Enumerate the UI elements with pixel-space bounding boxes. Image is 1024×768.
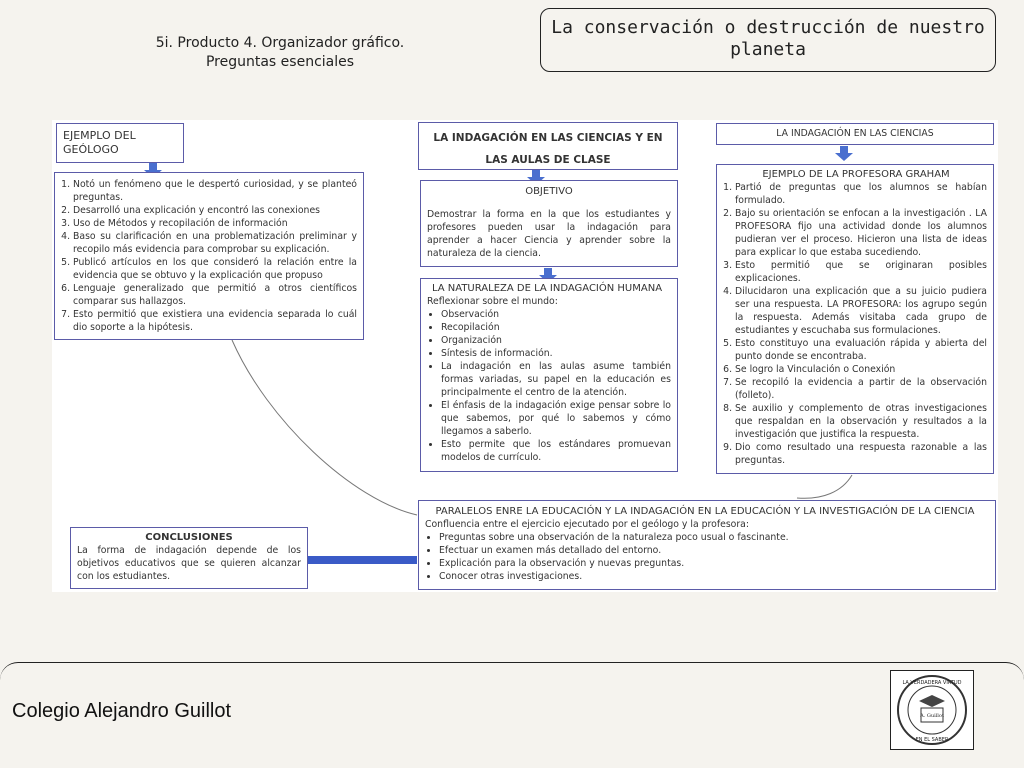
graham-step: 2. Bajo su orientación se enfocan a la investigación . LA PROFESORA fijo una actividad donde los alumnos pudieran ver el proceso. Hicieron una lista de ideas para explicar lo que estaba sucediendo. <box>735 207 987 259</box>
geologist-step: 2. Desarrolló una explicación y encontró las conexiones <box>73 204 357 217</box>
parallels-list <box>421 531 989 583</box>
school-seal <box>890 670 974 750</box>
human-inquiry-item: • Síntesis de información. <box>441 347 671 360</box>
graham-heading: EJEMPLO DE LA PROFESORA GRAHAM <box>762 169 950 180</box>
main-topic-arrow-icon <box>532 170 540 178</box>
graham-step: 4. Dilucidaron una explicación que a su juicio pudiera ser una respuesta. LA PROFESORA: los agrupo según la respuesta. Además visitaba cada grupo de estudiantes y escuchaba sus formulaciones. <box>735 285 987 337</box>
parallels-item: • Efectuar un examen más detallado del entorno. <box>439 544 989 557</box>
conclusions-text: La forma de indagación depende de los objetivos educativos que se quieren alcanzar con los estudiantes. <box>77 545 301 582</box>
graham-step: 7. Se recopiló la evidencia a partir de la observación (folleto). <box>735 376 987 402</box>
science-inquiry-arrow-icon <box>840 146 848 154</box>
geologist-step: 7. Esto permitió que existiera una evidencia separada lo cuál dio soporte a la hipótesis. <box>73 308 357 334</box>
graham-step: 1. Partió de preguntas que los alumnos se habían formulado. <box>735 181 987 207</box>
geologist-arrow-icon <box>149 163 157 171</box>
geologist-steps-list <box>55 178 357 334</box>
main-topic-box <box>418 122 678 170</box>
human-inquiry-heading: LA NATURALEZA DE LA INDAGACIÓN HUMANA <box>431 283 663 294</box>
graham-steps-list <box>717 181 987 467</box>
human-inquiry-item: • La indagación en las aulas asume también formas variadas, su papel en la educación es principalmente el centro de la atención. <box>441 360 671 399</box>
graham-to-parallels-curve <box>797 475 852 498</box>
geologist-step: 4. Baso su clarificación en una problematización preliminar y recopilo más evidencia para comprobar su explicación. <box>73 230 357 256</box>
human-inquiry-list <box>423 308 671 464</box>
parallels-intro: Confluencia entre el ejercicio ejecutado por el geólogo y la profesora: <box>425 519 749 530</box>
seal-bottom-text: EN EL SABER <box>915 737 949 743</box>
conclusions-heading: CONCLUSIONES <box>145 532 233 543</box>
seal-top-text: LA VERDADERA VIRTUD <box>902 680 962 686</box>
objective-text: Demostrar la forma en la que los estudiantes y profesores pueden usar la indagación para aprender a hacer Ciencia y aprender sobre la naturaleza de la ciencia. <box>427 209 671 259</box>
science-inquiry-box <box>716 123 994 145</box>
parallels-item: • Explicación para la observación y nuevas preguntas. <box>439 557 989 570</box>
graphic-organizer <box>52 120 998 592</box>
human-inquiry-item: • Observación <box>441 308 671 321</box>
geologist-heading-box <box>56 123 184 163</box>
parallels-item: • Conocer otras investigaciones. <box>439 570 989 583</box>
conclusions-box <box>70 527 308 589</box>
parallels-item: • Preguntas sobre una observación de la naturaleza poco usual o fascinante. <box>439 531 989 544</box>
geologist-step: 5. Publicó artículos en los que consideró la relación entre la evidencia que se obtuvo y la explicación que propuso <box>73 256 357 282</box>
school-name: Colegio Alejandro Guillot <box>12 700 232 722</box>
subtitle-line-1: 5i. Producto 4. Organizador gráfico. <box>155 35 405 51</box>
human-inquiry-intro: Reflexionar sobre el mundo: <box>427 296 558 307</box>
seal-name-text: A. Guillot <box>920 713 944 719</box>
science-inquiry-heading: LA INDAGACIÓN EN LAS CIENCIAS <box>776 128 934 139</box>
graham-step: 9. Dio como resultado una respuesta razonable a las preguntas. <box>735 441 987 467</box>
human-inquiry-item: • Esto permite que los estándares promuevan modelos de currículo. <box>441 438 671 464</box>
objective-box <box>420 180 678 267</box>
graham-step: 8. Se auxilio y complemento de otras investigaciones que respaldan en la observación y resultados a la investigación que justifica la respuesta. <box>735 402 987 441</box>
geologist-heading: EJEMPLO DEL GEÓLOGO <box>63 129 136 156</box>
geologist-step: 6. Lenguaje generalizado que permitió a otros científicos comparar sus hallazgos. <box>73 282 357 308</box>
graham-example-box <box>716 164 994 474</box>
human-inquiry-box <box>420 278 678 472</box>
human-inquiry-item: • Organización <box>441 334 671 347</box>
geologist-to-parallels-curve <box>232 340 417 515</box>
graham-step: 6. Se logro la Vinculación o Conexión <box>735 363 987 376</box>
subtitle-line-2: Preguntas esenciales <box>205 54 355 70</box>
objective-arrow-icon <box>544 268 552 276</box>
human-inquiry-item: • El énfasis de la indagación exige pensar sobre lo que sabemos, por qué lo sabemos y cómo llegamos a saberlo. <box>441 399 671 438</box>
parallels-box <box>418 500 996 590</box>
objective-heading: OBJETIVO <box>525 186 573 197</box>
main-topic-heading: LA INDAGACIÓN EN LAS CIENCIAS Y EN LAS AULAS DE CLASE <box>433 132 663 166</box>
parallels-heading: PARALELOS ENRE LA EDUCACIÓN Y LA INDAGACIÓN EN LA EDUCACIÓN Y LA INVESTIGACIÓN DE LA CIENCIA <box>435 506 975 517</box>
graham-step: 5. Esto constituyo una evaluación rápida y abierta del punto donde se encontraba. <box>735 337 987 363</box>
geologist-step: 1. Notó un fenómeno que le despertó curiosidad, y se planteó preguntas. <box>73 178 357 204</box>
geologist-steps-box <box>54 172 364 340</box>
graham-step: 3. Esto permitió que se originaran posibles explicaciones. <box>735 259 987 285</box>
slide-title: La conservación o destrucción de nuestro planeta <box>540 8 996 72</box>
geologist-step: 3. Uso de Métodos y recopilación de información <box>73 217 357 230</box>
presentation-subtitle <box>110 34 450 72</box>
human-inquiry-item: • Recopilación <box>441 321 671 334</box>
school-seal-icon <box>891 671 973 749</box>
